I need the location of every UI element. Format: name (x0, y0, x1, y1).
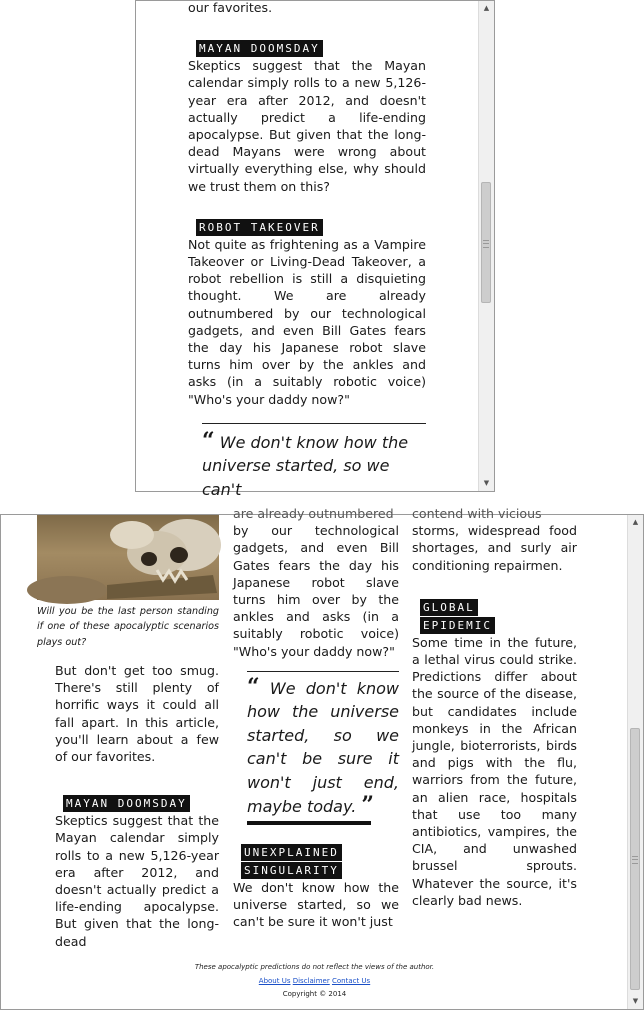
pull-quote (202, 427, 432, 502)
scroll-down-arrow-icon[interactable]: ▼ (632, 997, 639, 1005)
skull-illustration (37, 515, 219, 600)
epidemic-body: Some time in the future, a lethal virus could strike. Predictions differ about the source of the disease, but candidates include monkeys in the African jungle, bioterrorists, birds and pigs with the flu, warriors from the future, an alien race, hospitals that use too many antibiotics, vampires, the CIA, and unwashed brussel sprouts. Whatever the source, it's clearly bad news. (412, 634, 577, 908)
skull-image (37, 515, 219, 600)
robot-tail: by our technological gadgets, and even Bill Gates fears the day his Japanese robot slave turns him over by the ankles and asks (in a suitably robotic voice) "Who's your daddy now?" (233, 523, 399, 659)
copyright: Copyright © 2014 (282, 990, 347, 998)
wide-viewport (0, 506, 644, 1010)
quote-rule (202, 423, 426, 424)
quote-text-wide: We don't know how the universe started, so we can't be sure it won't just end, maybe today. (247, 678, 399, 817)
image-caption: Will you be the last person standing if one of these apocalyptic scenarios plays out? (37, 606, 219, 648)
heading-mayan-doomsday-wide: MAYAN DOOMSDAY (63, 795, 190, 812)
intro-paragraph: But don't get too smug. There's still plenty of horrific ways it could all fall apart. In this article, you'll learn about a few of our favorites. (55, 662, 219, 764)
narrow-viewport (135, 0, 495, 499)
narrow-content (188, 1, 462, 501)
disclaimer-link[interactable]: Disclaimer (292, 977, 330, 985)
column-1 (37, 515, 219, 950)
footer-links (1, 977, 628, 985)
scroll-down-arrow-icon[interactable]: ▼ (483, 479, 490, 487)
pull-quote-wide (247, 673, 399, 819)
about-us-link[interactable]: About Us (258, 977, 291, 985)
scroll-thumb[interactable] (481, 182, 491, 303)
contact-us-link[interactable]: Contact Us (331, 977, 371, 985)
scroll-thumb[interactable] (630, 728, 640, 990)
robot-body: Not quite as frightening as a Vampire Takeover or Living-Dead Takeover, a robot rebellion is still a disquieting thought. We are already outnumbered by our technological gadgets, and even Bill Gates fears the day his Japanese robot slave turns him over by the ankles and asks (in a suitably robotic voice) "Who's your daddy now?" (188, 236, 426, 407)
mayan-body: Skeptics suggest that the Mayan calendar simply rolls to a new 5,126-year era after 2012, and doesn't actually predict a life-ending apocalypse. But given that the long-dead Mayans were wrong about virtually everything else, why should we trust them on this? (188, 58, 426, 194)
heading-global: GLOBAL (420, 599, 478, 616)
heading-robot-takeover: ROBOT TAKEOVER (196, 219, 323, 236)
quote-line-1: We don't know how the (219, 432, 409, 452)
scroll-up-arrow-icon[interactable]: ▲ (632, 518, 639, 526)
quote-open-mark: “ (202, 427, 215, 454)
footer-disclaimer: These apocalyptic predictions do not reflect the views of the author. (194, 963, 435, 971)
col3-top-cut: contend with vicious (412, 506, 542, 521)
robot-tail-cut: are already outnumbered (233, 506, 394, 521)
heading-unexplained: UNEXPLAINED (241, 844, 342, 861)
quote-line-2: universe started, so we can't (202, 456, 390, 499)
narrow-scrollbar[interactable] (478, 1, 494, 491)
quote-open-mark-wide: “ (247, 673, 260, 700)
heading-mayan-doomsday: MAYAN DOOMSDAY (196, 40, 323, 57)
column-3 (412, 506, 577, 909)
singularity-body: We don't know how the universe started, so we can't be sure it won't just (233, 879, 399, 930)
column-2 (233, 506, 399, 930)
mayan-body-wide: Skeptics suggest that the Mayan calendar simply rolls to a new 5,126-year era after 2012, and doesn't actually predict a life-ending apocalypse. But given that the long-dead (55, 813, 219, 949)
heading-singularity: SINGULARITY (241, 862, 342, 879)
heading-epidemic: EPIDEMIC (420, 617, 495, 634)
quote-rule-top (247, 671, 399, 672)
col3-top: storms, widespread food shortages, and surly air conditioning repairmen. (412, 523, 577, 573)
intro-tail: our favorites. (188, 0, 273, 15)
wide-scrollbar[interactable] (627, 515, 643, 1009)
scroll-up-arrow-icon[interactable]: ▲ (483, 4, 490, 12)
quote-close-mark-wide: ” (361, 792, 375, 819)
